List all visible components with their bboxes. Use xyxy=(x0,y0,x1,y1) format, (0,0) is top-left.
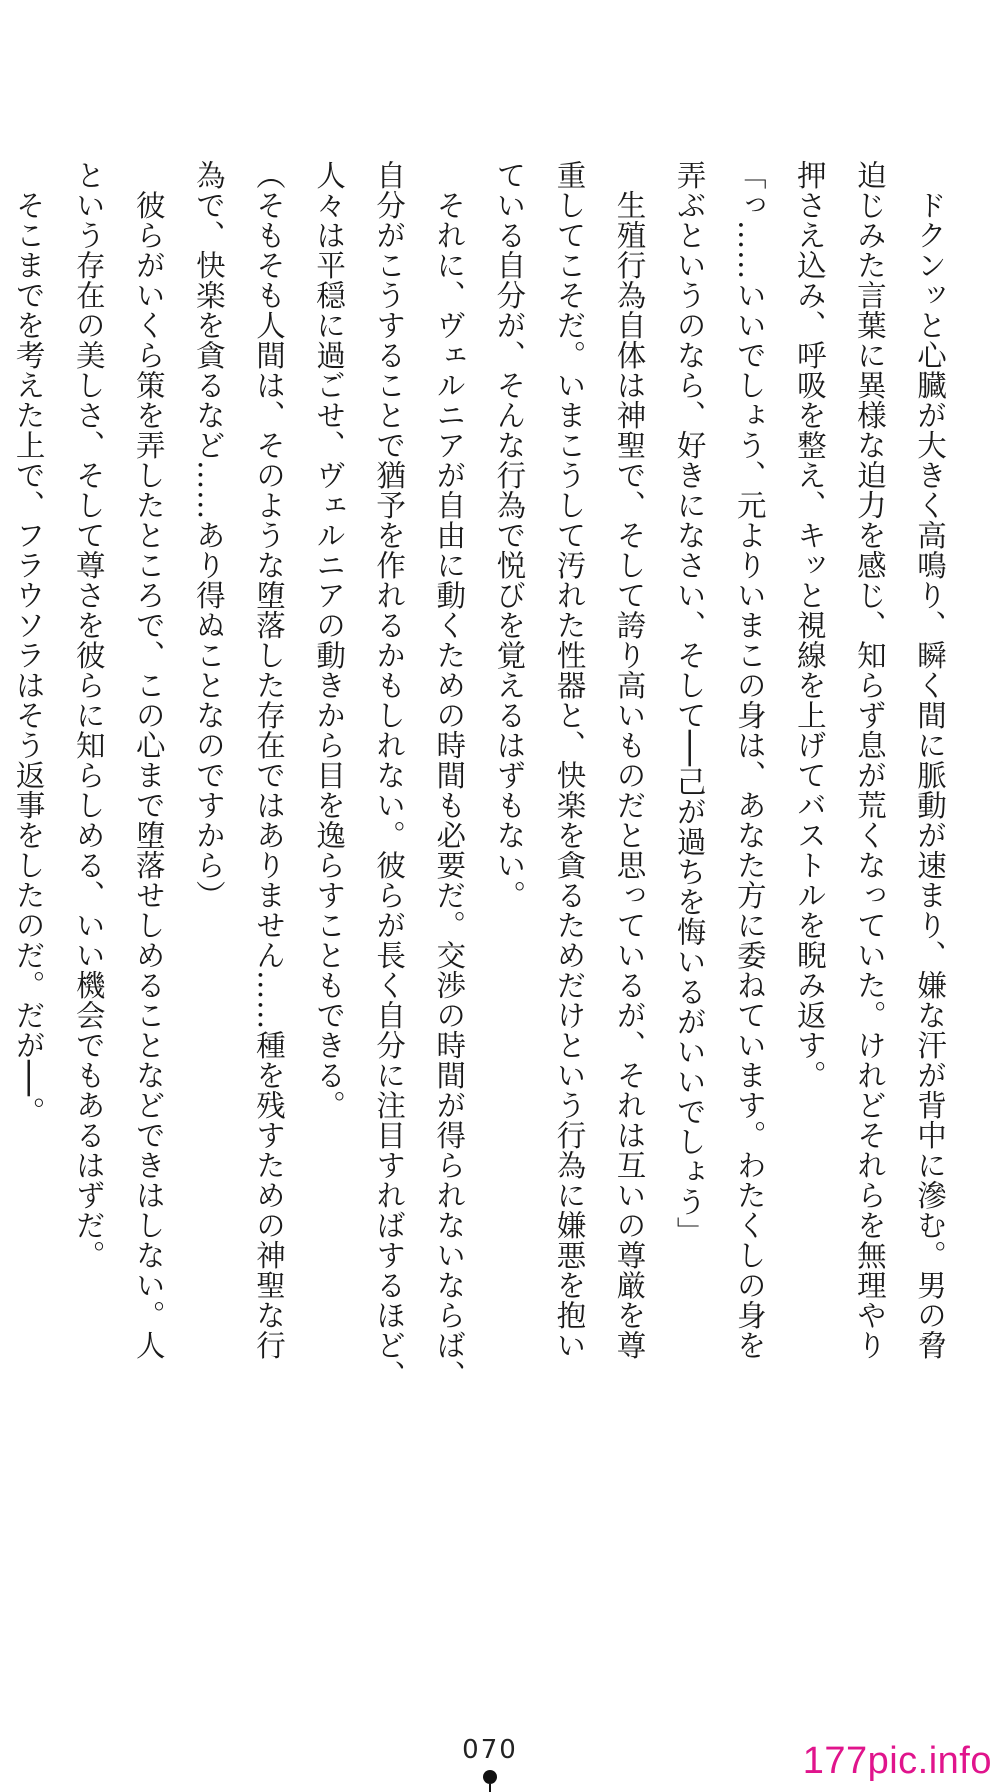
text-line: 生殖行為自体は神聖で、そして誇り高いものだと思っているが、それは互いの尊厳を尊 xyxy=(612,160,647,1360)
text-line: 人々は平穏に過ごせ、ヴェルニアの動きから目を逸らすこともできる。 xyxy=(312,160,347,1120)
text-line: ている自分が、そんな行為で悦びを覚えるはずもない。 xyxy=(492,160,527,910)
text-line: 重してこそだ。いまこうして汚れた性器と、快楽を貪るためだけという行為に嫌悪を抱い xyxy=(552,160,587,1360)
text-line: 押さえ込み、呼吸を整え、キッと視線を上げてバストルを睨み返す。 xyxy=(792,160,827,1090)
text-line: 「っ……いいでしょう、元よりいまこの身は、あなた方に委ねています。わたくしの身を xyxy=(732,160,767,1360)
text-line: そこまでを考えた上で、フラウソラはそう返事をしたのだ。だが──。 xyxy=(11,160,46,1127)
text-line: という存在の美しさ、そして尊さを彼らに知らしめる、いい機会でもあるはずだ。 xyxy=(71,160,106,1270)
text-line: 為で、快楽を貪るなど……あり得ぬことなのですから） xyxy=(191,160,226,910)
watermark-text: 177pic.info xyxy=(802,1740,992,1782)
text-line: （そもそも人間は、そのような堕落した存在ではありません……種を残すための神聖な行 xyxy=(251,160,286,1360)
text-line: ドクンッと心臓が大きく高鳴り、瞬く間に脈動が速まり、嫌な汗が背中に滲む。男の脅 xyxy=(913,160,947,1360)
text-line: 自分がこうすることで猶予を作れるかもしれない。彼らが長く自分に注目すればするほど、 xyxy=(372,160,407,1390)
text-line: それに、ヴェルニアが自由に動くための時間も必要だ。交渉の時間が得られないならば、 xyxy=(432,160,467,1390)
page-number: 070 xyxy=(462,1735,518,1765)
vertical-text-body xyxy=(11,160,960,1540)
page-marker-stem xyxy=(489,1784,491,1792)
page-marker-dot xyxy=(483,1770,497,1784)
text-line: 迫じみた言葉に異様な迫力を感じ、知らず息が荒くなっていた。けれどそれらを無理やり xyxy=(852,160,887,1360)
text-line: 弄ぶというのなら、好きになさい、そして──己が過ちを悔いるがいいでしょう」 xyxy=(672,160,707,1247)
text-line: 彼らがいくら策を弄したところで、この心まで堕落せしめることなどできはしない。人 xyxy=(131,160,166,1360)
